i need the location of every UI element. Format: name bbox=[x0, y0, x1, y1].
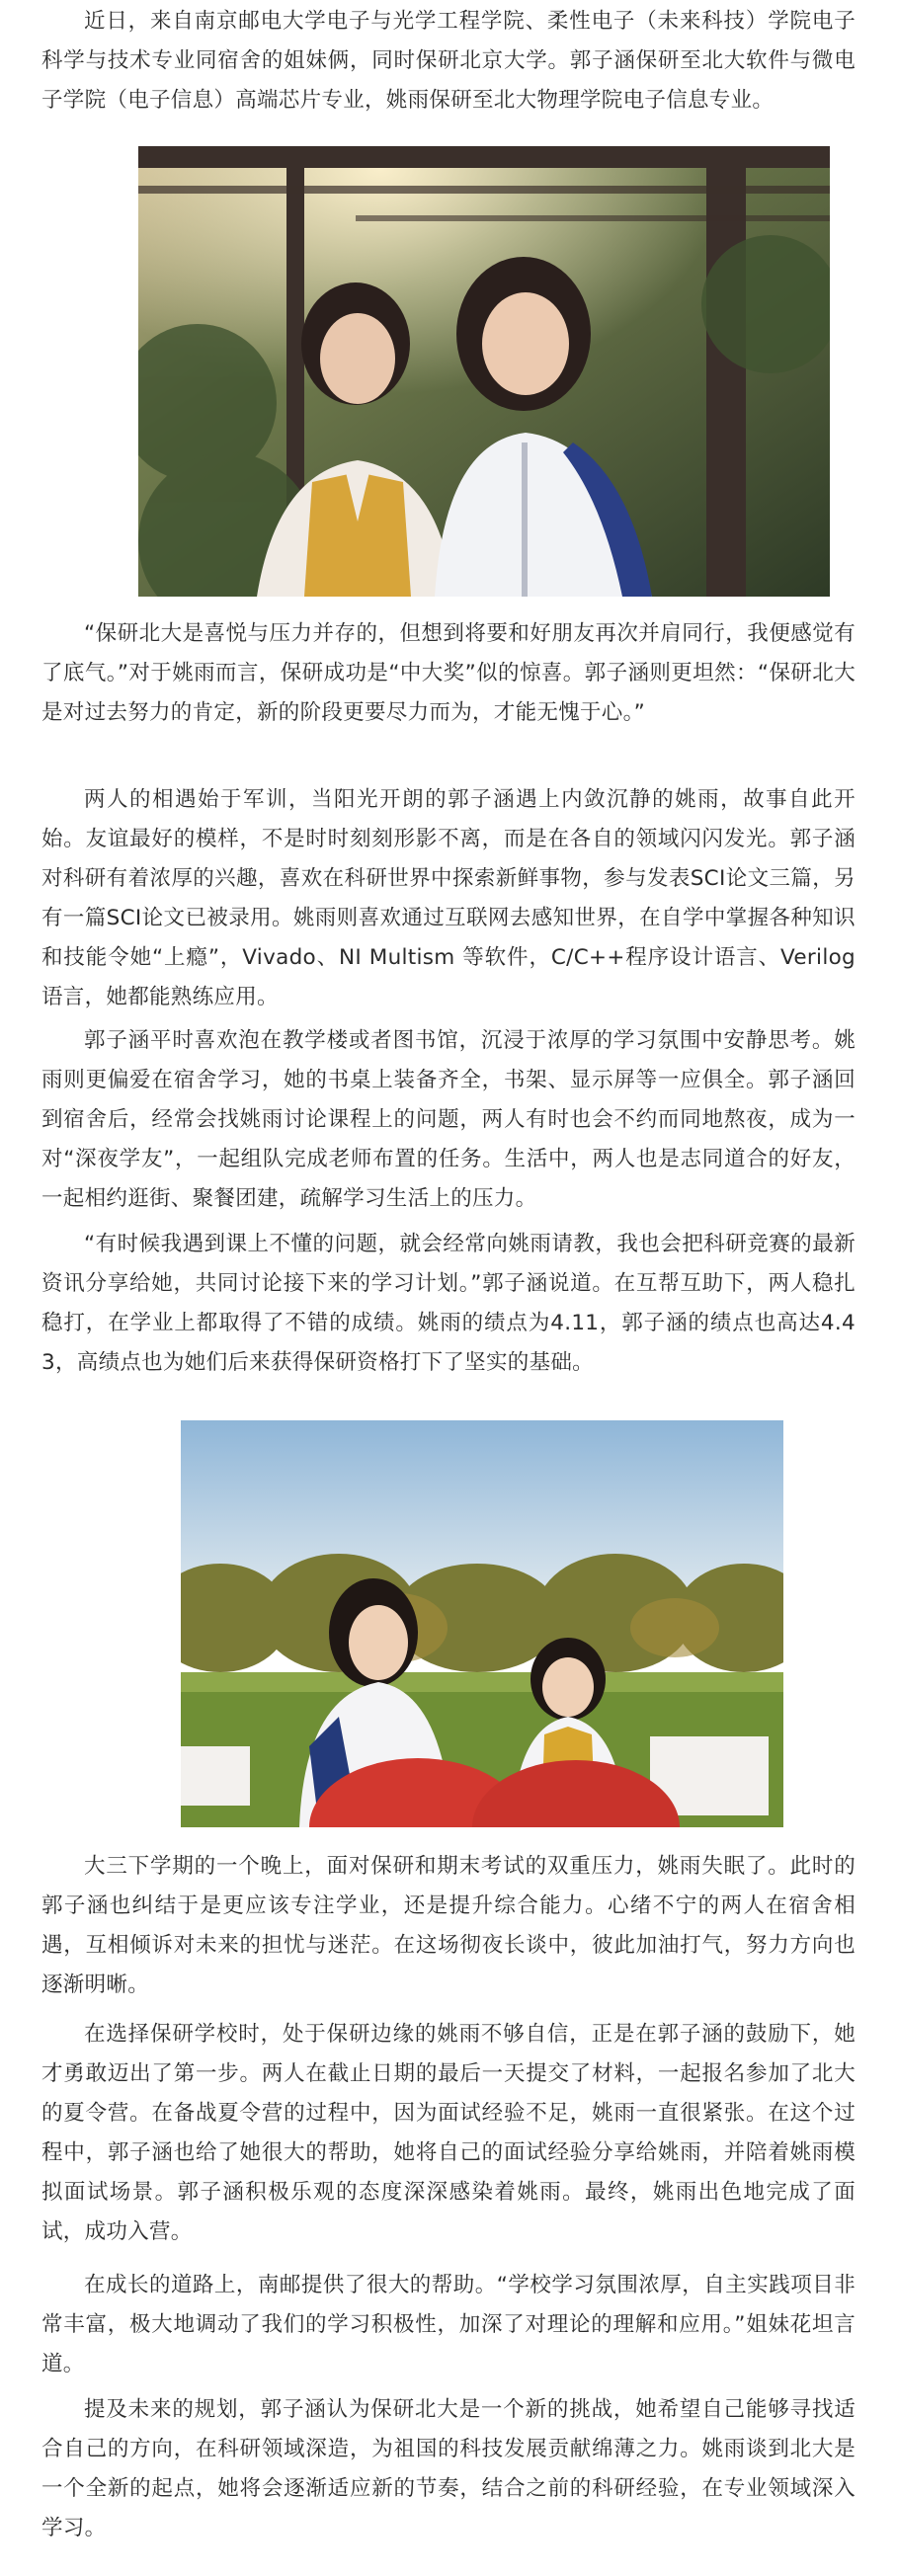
paragraph-school-support: 在成长的道路上，南邮提供了很大的帮助。“学校学习氛围浓厚，自主实践项目非常丰富，极大地调动了我们的学习积极性，加深了对理论的理解和应用。”姐妹花坦言道。 bbox=[41, 2273, 856, 2376]
paragraph-sleepless-night: 大三下学期的一个晚上，面对保研和期末考试的双重压力，姚雨失眠了。此时的郭子涵也纠结于是更应该专注学业，还是提升综合能力。心绪不宁的两人在宿舍相遇，互相倾诉对未来的担忧与迷茫。在这场彻夜长谈中，彼此加油打气，努力方向也逐渐明晰。 bbox=[41, 1854, 856, 1997]
paragraph-study-habits: 郭子涵平时喜欢泡在教学楼或者图书馆，沉浸于浓厚的学习氛围中安静思考。姚雨则更偏爱在宿舍学习，她的书桌上装备齐全，书架、显示屏等一应俱全。郭子涵回到宿舍后，经常会找姚雨讨论课程上的问题，两人有时也会不约而同地熬夜，成为一对“深夜学友”，一起组队完成老师布置的任务。生活中，两人也是志同道合的好友，一起相约逛街、聚餐团建，疏解学习生活上的压力。 bbox=[41, 1028, 856, 1211]
paragraph-quote-feelings: “保研北大是喜悦与压力并存的，但想到将要和好朋友再次并肩同行，我便感觉有了底气。”对于姚雨而言，保研成功是“中大奖”似的惊喜。郭子涵则更坦然：“保研北大是对过去努力的肯定，新的阶段更要尽力而为，才能无愧于心。” bbox=[41, 621, 856, 725]
paragraph-mutual-help: “有时候我遇到课上不懂的问题，就会经常向姚雨请教，我也会把科研竞赛的最新资讯分享给她，共同讨论接下来的学习计划。”郭子涵说道。在互帮互助下，两人稳扎稳打，在学业上都取得了不错的成绩。姚雨的绩点为4.11，郭子涵的绩点也高达4.43，高绩点也为她们后来获得保研资格打下了坚实的基础。 bbox=[41, 1232, 856, 1375]
photo-sisters-pergola bbox=[138, 146, 830, 597]
paragraph-summer-camp: 在选择保研学校时，处于保研边缘的姚雨不够自信，正是在郭子涵的鼓励下，她才勇敢迈出了第一步。两人在截止日期的最后一天提交了材料，一起报名参加了北大的夏令营。在备战夏令营的过程中，因为面试经验不足，姚雨一直很紧张。在这个过程中，郭子涵也给了她很大的帮助，她将自己的面试经验分享给姚雨，并陪着姚雨模拟面试场景。郭子涵积极乐观的态度深深感染着姚雨。最终，姚雨出色地完成了面试，成功入营。 bbox=[41, 2022, 856, 2244]
photo-sisters-lawn bbox=[181, 1420, 783, 1827]
paragraph-friendship: 两人的相遇始于军训，当阳光开朗的郭子涵遇上内敛沉静的姚雨，故事自此开始。友谊最好的模样，不是时时刻刻形影不离，而是在各自的领域闪闪发光。郭子涵对科研有着浓厚的兴趣，喜欢在科研世界中探索新鲜事物，参与发表SCI论文三篇，另有一篇SCI论文已被录用。姚雨则喜欢通过互联网去感知世界，在自学中掌握各种知识和技能令她“上瘾”，Vivado、NI Multism 等软件，C/C++程序设计语言、Verilog 语言，她都能熟练应用。 bbox=[41, 787, 856, 1009]
paragraph-intro: 近日，来自南京邮电大学电子与光学工程学院、柔性电子（未来科技）学院电子科学与技术专业同宿舍的姐妹俩，同时保研北京大学。郭子涵保研至北大软件与微电子学院（电子信息）高端芯片专业，姚雨保研至北大物理学院电子信息专业。 bbox=[41, 9, 856, 113]
paragraph-future-plans: 提及未来的规划，郭子涵认为保研北大是一个新的挑战，她希望自己能够寻找适合自己的方向，在科研领域深造，为祖国的科技发展贡献绵薄之力。姚雨谈到北大是一个全新的起点，她将会逐渐适应新的节奏，结合之前的科研经验，在专业领域深入学习。 bbox=[41, 2397, 856, 2540]
